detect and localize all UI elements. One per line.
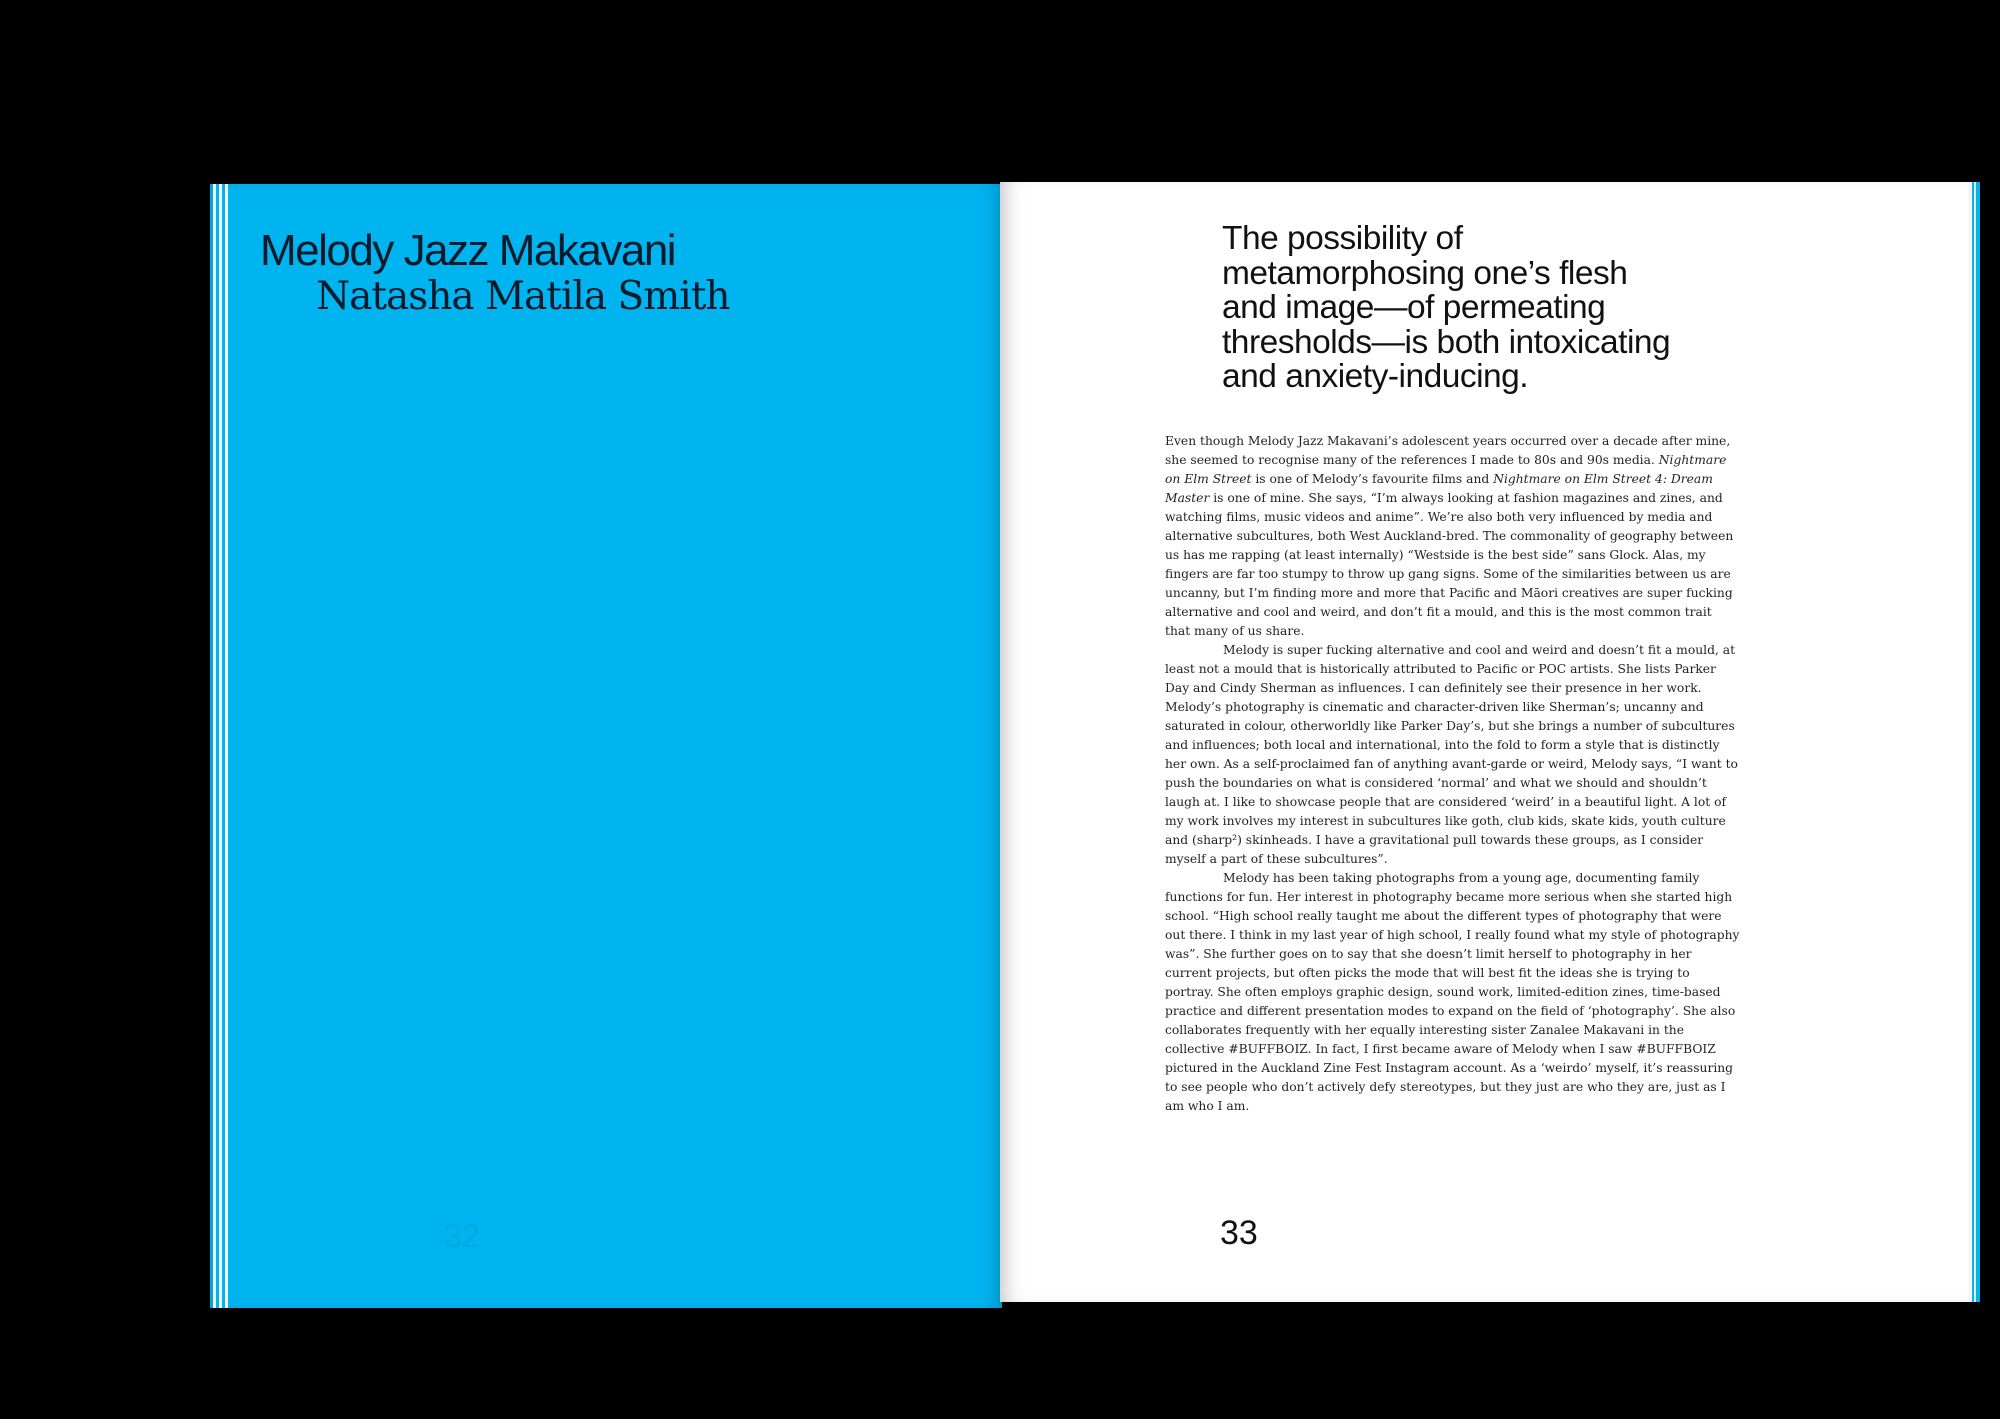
- article-paragraph: Melody has been taking photographs from a young age, documenting family functions for fun. Her interest in photography became more serious when she started high school. “High school really taught me about the different types of photography that were out there. I think in my last year of high school, I really found what my style of photography was”. She further goes on to say that she doesn’t limit herself to photography in her current projects, but often picks the mode that will best fit the ideas she is trying to portray. She often employs graphic design, sound work, limited-edition zines, time-based practice and different presentation modes to expand on the field of ‘photography’. She also collaborates frequently with her equally interesting sister Zanalee Makavani in the collective #BUFFBOIZ. In fact, I first became aware of Melody when I saw #BUFFBOIZ pictured in the Auckland Zine Fest Instagram account. As a ‘weirdo’ myself, it’s reassuring to see people who don’t actively defy stereotypes, but they just are who they are, just as I am who I am.: [1165, 871, 1740, 1113]
- article-paragraph: Even though Melody Jazz Makavani’s adolescent years occurred over a decade after mine, she seemed to recognise many of the references I made to 80s and 90s media. Nightmare on Elm Street is one of Melody’s favourite films and Nightmare on Elm Street 4: Dream Master is one of mine. She says, “I’m always looking at fashion magazines and zines, and watching films, music videos and anime”. We’re also both very influenced by media and alternative subcultures, both West Auckland-bred. The commonality of geography between us has me rapping (at least internally) “Westside is the best side” sans Glock. Alas, my fingers are far too stumpy to throw up gang signs. Some of the similarities between us are uncanny, but I’m finding more and more that Pacific and Māori creatives are super fucking alternative and cool and weird, and don’t fit a mould, and this is the most common trait that many of us share.: [1165, 434, 1734, 638]
- article-paragraph: Melody is super fucking alternative and cool and weird and doesn’t fit a mould, at least not a mould that is historically attributed to Pacific or POC artists. She lists Parker Day and Cindy Sherman as influences. I can definitely see their presence in her work. Melody’s photography is cinematic and character-driven like Sherman’s; uncanny and saturated in colour, otherworldly like Parker Day’s, but she brings a number of subcultures and influences; both local and international, into the fold to form a style that is distinctly her own. As a self-proclaimed fan of anything avant-garde or weird, Melody says, “I want to push the boundaries on what is considered ‘normal’ and what we should and shouldn’t laugh at. I like to showcase people that are considered ‘weird’ in a beautiful light. A lot of my work involves my interest in subcultures like goth, club kids, skate kids, youth culture and (sharp²) skinheads. I have a gravitational pull towards these groups, as I consider myself a part of these subcultures”.: [1165, 643, 1738, 866]
- left-page: [230, 184, 1002, 1308]
- author-name-primary: Melody Jazz Makavani: [260, 226, 676, 275]
- right-page: [1000, 182, 1970, 1302]
- show-through-page-number: 32: [444, 1218, 480, 1254]
- author-name-secondary: Natasha Matila Smith: [316, 274, 730, 319]
- pull-quote: The possibility of metamorphosing one’s flesh and image—of permeating thresholds—is both intoxicating and anxiety-inducing.: [1222, 220, 1671, 395]
- article-body: [1165, 432, 1740, 1116]
- right-page-edges: [1968, 182, 1980, 1302]
- page-number: 33: [1220, 1214, 1258, 1252]
